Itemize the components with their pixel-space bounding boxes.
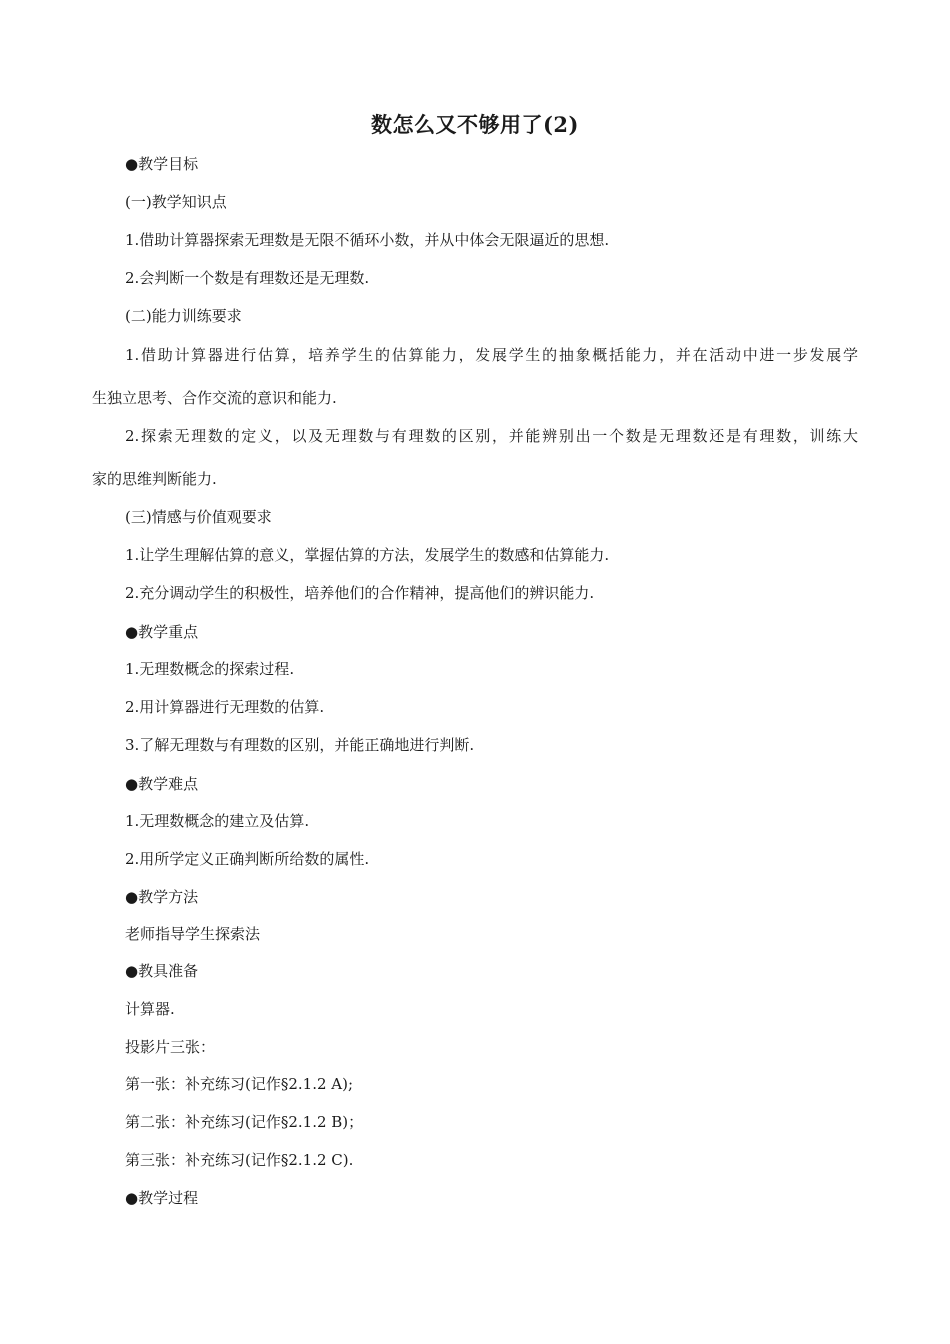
section-heading-methods: ●教学方法 (125, 888, 199, 906)
paragraph: 1.无理数概念的建立及估算. (125, 812, 310, 830)
paragraph: 计算器. (125, 1000, 175, 1018)
subsection-heading-values: (三)情感与价值观要求 (125, 508, 272, 526)
subsection-heading-knowledge: (一)教学知识点 (125, 193, 227, 211)
section-heading-objectives: ●教学目标 (125, 155, 199, 173)
section-heading-materials: ●教具准备 (125, 962, 199, 980)
paragraph: 第一张：补充练习(记作§2.1.2 A); (125, 1075, 354, 1093)
section-heading-difficulties: ●教学难点 (125, 775, 199, 793)
paragraph-continuation: 家的思维判断能力. (92, 470, 217, 488)
paragraph: 2.用所学定义正确判断所给数的属性. (125, 850, 370, 868)
paragraph: 3.了解无理数与有理数的区别，并能正确地进行判断. (125, 736, 475, 754)
paragraph: 2.用计算器进行无理数的估算. (125, 698, 325, 716)
paragraph: 2.充分调动学生的积极性，培养他们的合作精神，提高他们的辨识能力. (125, 584, 595, 602)
paragraph: 1.无理数概念的探索过程. (125, 660, 295, 678)
paragraph: 第二张：补充练习(记作§2.1.2 B)； (125, 1113, 364, 1131)
document-title: 数怎么又不够用了(2) (371, 112, 579, 137)
paragraph: 1.让学生理解估算的意义，掌握估算的方法，发展学生的数感和估算能力. (125, 546, 610, 564)
paragraph: 1.借助计算器进行估算，培养学生的估算能力，发展学生的抽象概括能力，并在活动中进一步发展学 (125, 346, 858, 364)
paragraph: 第三张：补充练习(记作§2.1.2 C). (125, 1151, 354, 1169)
paragraph: 2.探索无理数的定义，以及无理数与有理数的区别，并能辨别出一个数是无理数还是有理数，训练大 (125, 427, 858, 445)
paragraph: 投影片三张： (125, 1038, 216, 1056)
paragraph: 老师指导学生探索法 (125, 925, 261, 943)
paragraph: 1.借助计算器探索无理数是无限不循环小数，并从中体会无限逼近的思想. (125, 231, 610, 249)
paragraph: 2.会判断一个数是有理数还是无理数. (125, 269, 370, 287)
section-heading-key-points: ●教学重点 (125, 623, 199, 641)
section-heading-process: ●教学过程 (125, 1189, 199, 1207)
paragraph-continuation: 生独立思考、合作交流的意识和能力. (92, 389, 337, 407)
subsection-heading-ability: (二)能力训练要求 (125, 307, 242, 325)
